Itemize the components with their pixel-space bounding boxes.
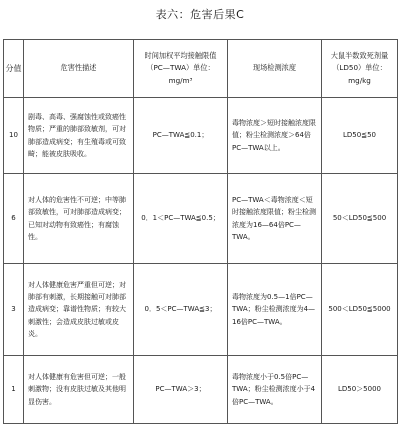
ld50-cell: LD50≦50 — [322, 98, 398, 174]
table-row — [4, 264, 398, 356]
field-concentration-cell: 毒物浓度＞短时接触浓度限值；粉尘检测浓度＞64倍PC—TWA以上。 — [228, 98, 322, 174]
hazard-consequence-table — [3, 39, 398, 424]
table-row — [4, 174, 398, 264]
grade-cell: 3 — [4, 264, 24, 356]
header-description: 危害性描述 — [24, 40, 134, 98]
header-field-concentration: 现场检测浓度 — [228, 40, 322, 98]
oel-cell: PC—TWA≦0.1； — [134, 98, 228, 174]
header-grade: 分值 — [4, 40, 24, 98]
table-title: 表六：危害后果C — [155, 8, 245, 21]
table-row — [4, 98, 398, 174]
grade-cell: 1 — [4, 356, 24, 424]
field-concentration-cell: 毒物浓度小于0.5倍PC—TWA；粉尘检测浓度小于4倍PC—TWA。 — [228, 356, 322, 424]
field-concentration-cell: 毒物浓度为0.5—1倍PC—TWA；粉尘检测浓度为4—16倍PC—TWA。 — [228, 264, 322, 356]
oel-cell: 0．1＜PC—TWA≦0.5； — [134, 174, 228, 264]
grade-cell: 6 — [4, 174, 24, 264]
table-row — [4, 356, 398, 424]
description-cell: 对人体健康危害严重但可逆；对肺部有刺激，长期接触可对肺部造成病变；靠谱性物质；有较大刺激性；会造成皮肤过敏或皮炎。 — [24, 264, 134, 356]
grade-cell: 10 — [4, 98, 24, 174]
header-ld50: 大鼠半数致死剂量（LD50）单位：mg/kg — [322, 40, 398, 98]
header-oel: 时间加权平均接触限值（PC—TWA）单位：mg/m³ — [134, 40, 228, 98]
description-cell: 对人体的危害性不可逆；中等肺部致敏性，可对肺部造成病变；已知对动物有致癌性；有腐蚀性。 — [24, 174, 134, 264]
oel-cell: PC—TWA＞3； — [134, 356, 228, 424]
ld50-cell: 500＜LD50≦5000 — [322, 264, 398, 356]
table-header-row — [4, 40, 398, 98]
oel-cell: 0．5＜PC—TWA≦3； — [134, 264, 228, 356]
ld50-cell: 50＜LD50≦500 — [322, 174, 398, 264]
description-cell: 对人体健康有危害但可逆；一般刺激物；没有皮肤过敏及其他明显伤害。 — [24, 356, 134, 424]
field-concentration-cell: PC—TWA＜毒物浓度＜短时接触浓度限值；粉尘检测浓度为16—64倍PC—TWA。 — [228, 174, 322, 264]
ld50-cell: LD50＞5000 — [322, 356, 398, 424]
description-cell: 剧毒、高毒、强腐蚀性或致癌性物质；严重的肺部致敏剂，可对肺部造成病变；有生殖毒或可致畸；能被皮肤吸收。 — [24, 98, 134, 174]
